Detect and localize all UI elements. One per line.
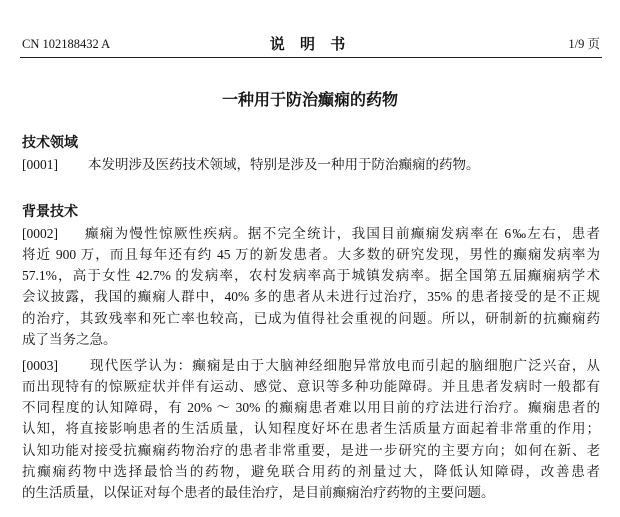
patent-number: CN 102188432 A (22, 37, 111, 51)
paragraph-first-line (22, 154, 600, 175)
text-line: 本发明涉及医药技术领域，特别是涉及一种用于防治癫痫的药物。 (88, 157, 480, 172)
text-line: 认知，将直接影响患者的生活质量，认知程度好坏在患者生活质量方面起着非常重的作用； (22, 421, 600, 437)
text-line: 现代医学认为：癫痫是由于大脑神经细胞异常放电而引起的脑细胞广泛兴奋，从 (90, 357, 600, 373)
text-line: 57.1%，高于女性 42.7% 的发病率，农村发病率高于城镇发病率。据全国第五届癫痫病学术 (22, 268, 600, 284)
invention-title: 一种用于防治癫痫的药物 (221, 90, 398, 109)
page-indicator: 1/9 页 (568, 37, 600, 51)
paragraph-0003 (22, 355, 600, 504)
text-line: 的生活质量，以保证对每个患者的最佳治疗，是目前癫痫治疗药物的主要问题。 (22, 485, 495, 501)
text-line: 的治疗，其致残率和死亡率也较高，已成为值得社会重视的问题。所以，研制新的抗癫痫药 (22, 310, 600, 326)
text-line: 不同程度的认知障碍，有 20% ～ 30% 的癫痫患者难以用目前的疗法进行治疗。癫痫患者的 (22, 400, 600, 416)
paragraph-number: [0003] (22, 357, 58, 373)
text-line: 成了当务之急。 (22, 331, 117, 347)
text-line: 而出现特有的惊厥症状并伴有运动、感觉、意识等多种功能障碍。并且患者发病时一般都有 (22, 378, 600, 394)
text-line: 会议披露，我国的癫痫人群中，40% 多的患者从未进行过治疗，35% 的患者接受的是不正规 (22, 289, 600, 305)
paragraph-0001 (22, 154, 600, 175)
text-line: 癫痫为慢性惊厥性疾病。据不完全统计，我国目前癫痫发病率在 6‰左右，患者 (85, 225, 600, 241)
text-line: 抗癫痫药物中选择最恰当的药物，避免联合用药的剂量过大，降低认知障碍，改善患者 (22, 463, 600, 479)
paragraph-number: [0001] (22, 157, 58, 172)
document-type: 说 明 书 (269, 35, 351, 53)
paragraph-first-line (22, 355, 600, 376)
text-line: 认知功能对接受抗癫痫药物治疗的患者非常重要，是进一步研究的主要方向；如何在新、老 (22, 442, 600, 458)
paragraph-0002 (22, 223, 600, 351)
text-line: 将近 900 万，而且每年还有约 45 万的新发患者。大多数的研究发现，男性的癫痫发病率为 (22, 246, 600, 262)
header-divider (20, 57, 602, 58)
section-heading-background: 背景技术 (22, 204, 78, 220)
paragraph-first-line (22, 223, 600, 244)
section-heading-technical-field: 技术领域 (22, 135, 78, 151)
paragraph-number: [0002] (22, 225, 58, 241)
